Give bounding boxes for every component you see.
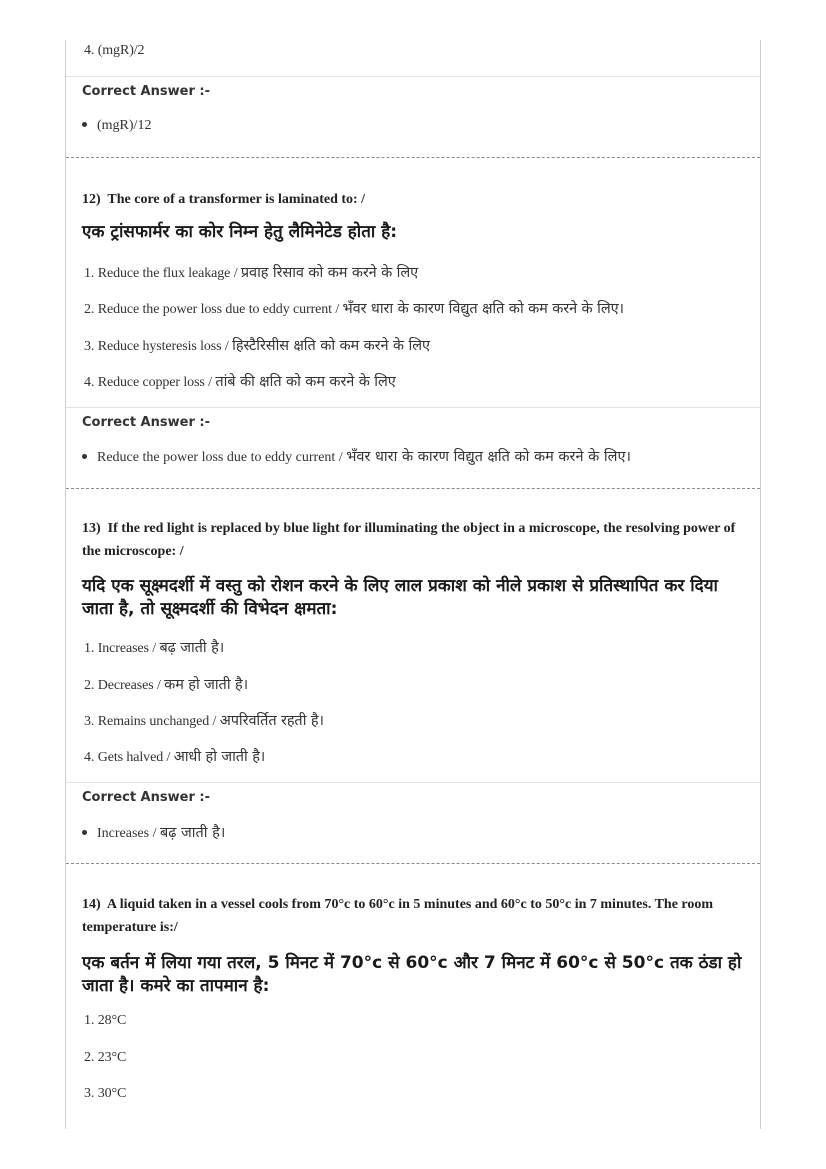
question-number: 12)	[82, 192, 101, 207]
question-separator	[66, 863, 760, 864]
divider	[66, 782, 760, 783]
question-paper-page	[65, 40, 761, 1129]
divider	[66, 76, 760, 77]
question-number: 13)	[82, 521, 101, 536]
question-14-text-hi: एक बर्तन में लिया गया तरल, 5 मिनट में 70°c से 60°c और 7 मिनट में 60°c से 50°c तक ठंडा हो जाता है। कमरे का तापमान है:	[82, 953, 742, 996]
q12-option-4: 4. Reduce copper loss / तांबे की क्षति को कम करने के लिए	[84, 374, 396, 390]
q13-option-4: 4. Gets halved / आधी हो जाती है।	[84, 749, 266, 765]
correct-answer-item: Increases / बढ़ जाती है।	[82, 822, 225, 842]
question-separator	[66, 488, 760, 489]
bullet-icon	[82, 830, 87, 835]
q12-option-2: 2. Reduce the power loss due to eddy current / भँवर धारा के कारण विद्युत क्षति को कम करने के लिए।	[84, 301, 624, 317]
question-text-en: The core of a transformer is laminated to: /	[107, 192, 366, 207]
q13-option-3: 3. Remains unchanged / अपरिवर्तित रहती है।	[84, 713, 324, 729]
q14-option-1: 1. 28°C	[84, 1013, 127, 1028]
correct-answer-label: Correct Answer :-	[82, 84, 210, 99]
correct-answer-item: Reduce the power loss due to eddy current / भँवर धारा के कारण विद्युत क्षति को कम करने के लिए।	[82, 446, 631, 466]
bullet-icon	[82, 454, 87, 459]
correct-answer-label: Correct Answer :-	[82, 415, 210, 430]
prev-option-4: 4. (mgR)/2	[84, 43, 145, 58]
question-text-en: If the red light is replaced by blue light for illuminating the object in a microscope, the resolving power of the microscope: /	[82, 521, 736, 559]
q13-option-2: 2. Decreases / कम हो जाती है।	[84, 677, 248, 693]
q14-option-2: 2. 23°C	[84, 1050, 127, 1065]
question-14-text	[82, 893, 742, 939]
question-13-text	[82, 517, 742, 563]
question-13-text-hi: यदि एक सूक्ष्मदर्शी में वस्तु को रोशन करने के लिए लाल प्रकाश को नीले प्रकाश से प्रतिस्थापित कर दिया जाता है, तो सूक्ष्मदर्शी की विभेदन क्षमता:	[82, 576, 718, 619]
correct-answer-label: Correct Answer :-	[82, 790, 210, 805]
question-12-text	[82, 188, 742, 211]
question-number: 14)	[82, 897, 101, 912]
q12-option-1: 1. Reduce the flux leakage / प्रवाह रिसाव को कम करने के लिए	[84, 265, 419, 281]
question-separator	[66, 157, 760, 158]
bullet-icon	[82, 122, 87, 127]
correct-answer-item: (mgR)/12	[82, 118, 151, 134]
divider	[66, 407, 760, 408]
question-12-text-hi: एक ट्रांसफार्मर का कोर निम्न हेतु लैमिनेटेड होता है:	[82, 222, 398, 242]
q14-option-3: 3. 30°C	[84, 1086, 127, 1101]
question-text-en: A liquid taken in a vessel cools from 70°c to 60°c in 5 minutes and 60°c to 50°c in 7 minutes. The room temperature is:/	[82, 897, 714, 935]
q13-option-1: 1. Increases / बढ़ जाती है।	[84, 640, 225, 656]
q12-option-3: 3. Reduce hysteresis loss / हिस्टैरिसीस क्षति को कम करने के लिए	[84, 338, 430, 354]
